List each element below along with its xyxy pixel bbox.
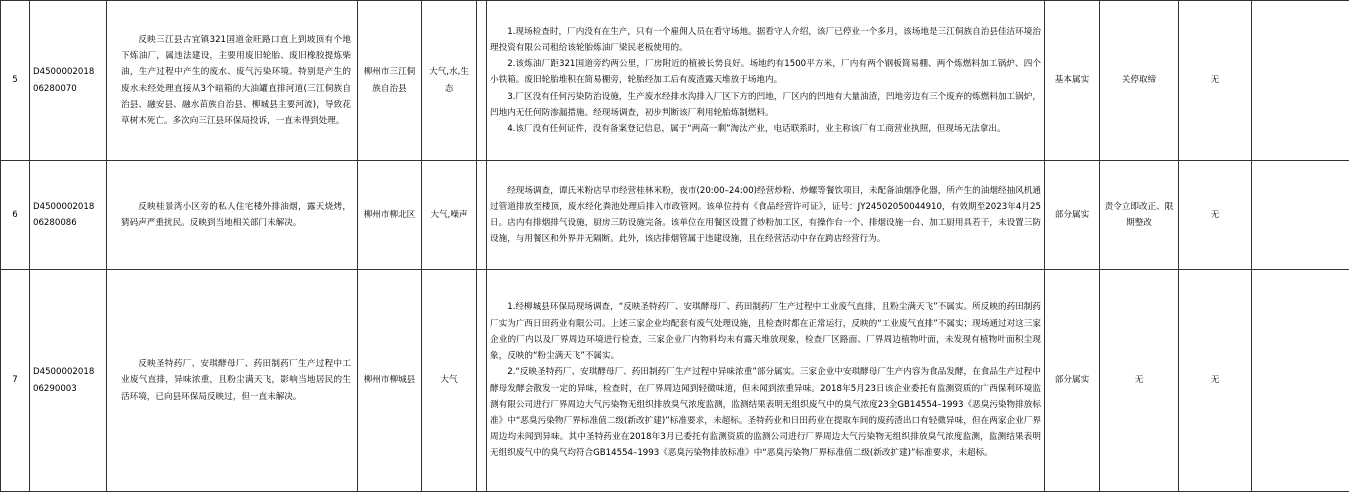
pollution-type: 大气,噪声 [422,161,477,270]
table-row [1,161,1349,270]
spacer-cell [477,161,487,270]
findings-cell [487,1,1045,161]
accountability-cell: 无 [1179,1,1252,161]
finding-paragraph: 3.厂区没有任何污染防治设施，生产废水经排水沟排入厂区下方的凹地，厂区内的凹地有大量油渣，凹地旁边有三个废弃的炼燃料加工锅炉，凹地内无任何防渗漏措施。经现场调查，初步判断该厂利用轮胎炼制燃料。 [490,91,1041,118]
complaint-content: 反映圣特药厂、安琪酵母厂、药田制药厂生产过程中工业废气直排，异味浓重，且粉尘满天飞，影响当地居民的生活环境，已向县环保局反映过，但一直未解决。 [107,270,358,492]
complaint-content: 反映桂景湾小区旁的私人住宅楼外排油烟，露天烧烤，猜码声严重扰民。反映到当地相关部门未解决。 [107,161,358,270]
accountability-cell: 无 [1179,161,1252,270]
region-cell: 柳州市柳北区 [358,161,422,270]
finding-paragraph: 1.现场检查时，厂内没有在生产，只有一个雇佣人员在看守场地。据看守人介绍，该厂已停业一个多月，该场地是三江侗族自治县佳洁环境治理投资有限公司租给该轮胎炼油厂梁民老板使用的。 [490,26,1041,53]
row-number: 6 [1,161,30,270]
complaint-code: D4500002018 06290003 [30,270,107,492]
findings-cell [487,270,1045,492]
action-cell: 责令立即改正、限期整改 [1100,161,1179,270]
accountability-cell: 无 [1179,270,1252,492]
finding-paragraph: 4.该厂没有任何证件，没有备案登记信息，属于“两高一剩”淘汰产业，电话联系时，业主称该厂有工商营业执照，但现场无法拿出。 [507,124,1006,134]
action-cell: 关停取缔 [1100,1,1179,161]
complaint-code: D4500002018 06280086 [30,161,107,270]
row-number: 5 [1,1,30,161]
action-cell: 无 [1100,270,1179,492]
complaint-code: D4500002018 06280070 [30,1,107,161]
row-number: 7 [1,270,30,492]
table-row [1,270,1349,492]
complaint-content: 反映三江县古宜镇321国道金旺路口直上到坡顶有个地下炼油厂，属违法建设，主要用废旧轮胎、废旧橡胶提炼柴油，生产过程中产生的废水、废气污染环境。特别是产生的废水未经处理直接从3个暗箱的大油罐直排河道(三江侗族自治县、融安县、融水苗族自治县、柳城县主要河流)，导致花草树木死亡。多次向三江县环保局投诉，一直未得到处理。 [107,1,358,161]
spacer-cell [477,270,487,492]
table-row [1,1,1349,161]
region-cell: 柳州市柳城县 [358,270,422,492]
finding-paragraph: 1.经柳城县环保局现场调查，“反映圣特药厂、安琪酵母厂、药田制药厂生产过程中工业废气直排，且粉尘满天飞”不属实。所反映的药田制药厂实为广西日田药业有限公司。上述三家企业均配套有废气处理设施，且检查时都在正常运行，反映的“工业废气直排”不属实；现场通过对这三家企业的厂内以及厂界周边环境进行检查，三家企业厂内物料均未有露天堆放现象，检查厂区路面、厂界周边植物叶面，未发现有植物叶面积尘现象，反映的“粉尘满天飞”不属实。 [490,302,1041,362]
pollution-type: 大气 [422,270,477,492]
pollution-type: 大气,水,生态 [422,1,477,161]
trailing-cell [1252,270,1349,492]
finding-paragraph: 2.“反映圣特药厂、安琪酵母厂、药田制药厂生产过程中异味浓重”部分属实。三家企业中安琪酵母厂生产内容为食品发酵，在食品生产过程中酵母发酵会散发一定的异味，检查时，在厂界周边闻到轻微味道，但未闻到浓重异味。2018年5月23日该企业委托有监测资质的广西保利环境监测有限公司进行厂界周边大气污染物无组织排放臭气浓度监测，监测结果表明无组织废气中的臭气浓度23全GB14554–1993《恶臭污染物排放标准》中“恶臭污染物厂界标准值二级(新改扩建)”标准要求，未超标。圣特药业和日田药业在提取车间的废药渣出口有轻微异味，但在两家企业厂界周边均未闻到异味。其中圣特药业在2018年3月已委托有监测资质的监测公司进行厂界周边大气污染物无组织排放臭气浓度监测，监测结果表明无组织废气中的臭气均符合GB14554–1993《恶臭污染物排放标准》中“恶臭污染物厂界标准值二级(新改扩建)”标准要求，未超标。 [490,367,1041,459]
findings-cell [487,161,1045,270]
spacer-cell [477,1,487,161]
finding-paragraph: 2.该炼油厂距321国道旁约两公里，厂房附近的植被长势良好。场地约有1500平方米，厂内有两个钢板简易棚、两个炼燃料加工锅炉、四个小铁箱。废旧轮胎堆积在简易棚旁，轮胎经加工后有废渣露天堆放于场地内。 [490,59,1041,86]
finding-paragraph: 经现场调查，谭氏米粉店早市经营桂林米粉，夜市(20:00–24:00)经营炒粉、炒螺等餐饮项目，未配备油烟净化器，所产生的油烟经抽风机通过管道排放至楼顶，废水经化粪池处理后排入市政管网。该单位持有《食品经营许可证》，证号：JY24502050044910，有效期至2023年4月25日。店内有排烟排气设施，厨房三防设施完备。该单位在用餐区设置了炒粉加工区，有操作台一个、排烟设施一台、加工厨用具若干，未设置三防设施，与用餐区和外界并无隔断。此外，该店排烟管属于违建设施，且在经营活动中存在跨店经营行为。 [490,185,1041,245]
verdict-cell: 部分属实 [1045,161,1100,270]
region-cell: 柳州市三江侗族自治县 [358,1,422,161]
trailing-cell [1252,1,1349,161]
trailing-cell [1252,161,1349,270]
verdict-cell: 部分属实 [1045,270,1100,492]
verdict-cell: 基本属实 [1045,1,1100,161]
